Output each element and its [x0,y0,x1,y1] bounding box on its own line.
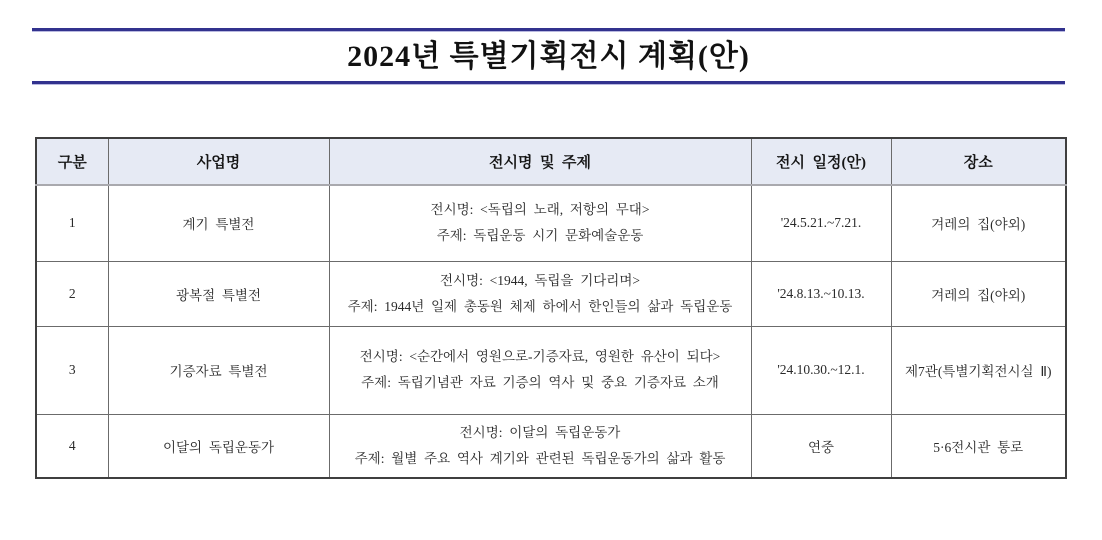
col-header-schedule: 전시 일정(안) [751,138,891,185]
cell-location: 겨레의 집(야외) [891,261,1066,326]
cell-location: 겨레의 집(야외) [891,185,1066,261]
exhibit-title: 전시명: <독립의 노래, 저항의 무대> [430,202,650,218]
exhibit-theme: 주제: 1944년 일제 총동원 체제 하에서 한인들의 삶과 독립운동 [347,298,733,314]
cell-schedule: '24.8.13.~10.13. [751,261,891,326]
cell-location: 5·6전시관 통로 [891,414,1066,478]
cell-exhibition [329,185,751,261]
col-header-location: 장소 [891,138,1066,185]
cell-project: 이달의 독립운동가 [108,414,329,478]
table-header-row [36,138,1066,185]
cell-no: 2 [36,261,108,326]
exhibit-theme: 주제: 독립운동 시기 문화예술운동 [436,228,644,244]
table-row [36,261,1066,326]
exhibit-theme: 주제: 월별 주요 역사 계기와 관련된 독립운동가의 삶과 활동 [354,450,726,466]
page-title: 2024년 특별기획전시 계획(안) [347,40,750,73]
exhibit-title: 전시명: 이달의 독립운동가 [459,424,621,440]
title-rule-top [32,28,1065,32]
exhibit-title: 전시명: <1944, 독립을 기다리며> [439,272,640,288]
exhibit-theme: 주제: 독립기념관 자료 기증의 역사 및 중요 기증자료 소개 [361,375,719,390]
title-block [32,28,1065,85]
cell-exhibition [329,261,751,326]
cell-schedule: '24.5.21.~7.21. [751,185,891,261]
col-header-exhibition: 전시명 및 주제 [329,138,751,185]
cell-project: 계기 특별전 [108,185,329,261]
cell-schedule: 연중 [751,414,891,478]
exhibition-plan-table [35,137,1067,479]
cell-project: 기증자료 특별전 [108,326,329,414]
col-header-project: 사업명 [108,138,329,185]
exhibit-title: 전시명: <순간에서 영원으로-기증자료, 영원한 유산이 되다> [359,349,721,364]
table-row [36,326,1066,414]
cell-no: 1 [36,185,108,261]
table-row [36,185,1066,261]
cell-schedule: '24.10.30.~12.1. [751,326,891,414]
cell-project: 광복절 특별전 [108,261,329,326]
cell-no: 3 [36,326,108,414]
cell-exhibition [329,326,751,414]
title-rule-bottom [32,81,1065,85]
cell-exhibition [329,414,751,478]
table-row [36,414,1066,478]
cell-location: 제7관(특별기획전시실 Ⅱ) [891,326,1066,414]
cell-no: 4 [36,414,108,478]
col-header-category: 구분 [36,138,108,185]
